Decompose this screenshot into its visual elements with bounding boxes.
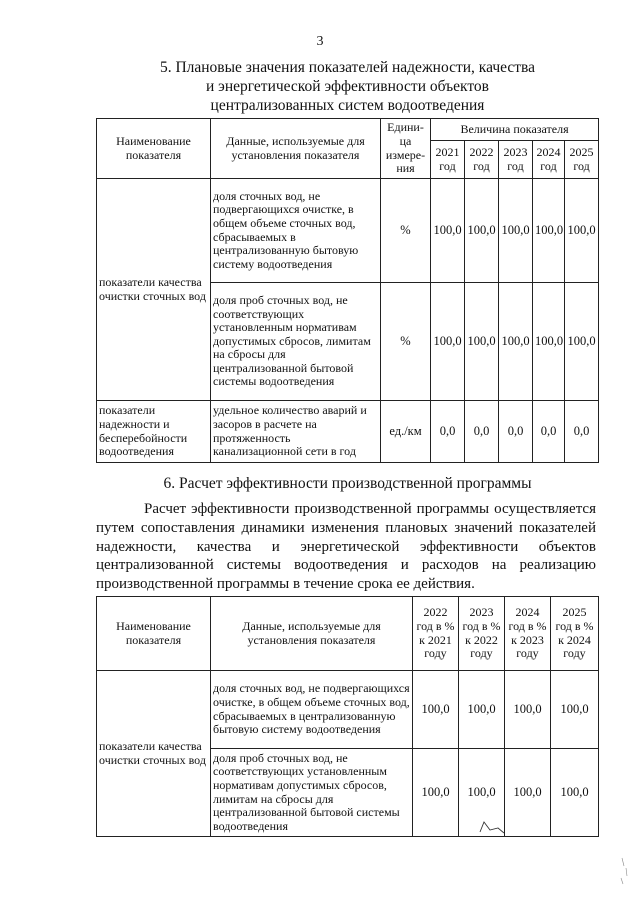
header-year: 2023 год в % к 2022 году <box>459 597 505 671</box>
value-cell: 100,0 <box>551 749 599 837</box>
indicator-data: доля сточных вод, не подвергающихся очистке, в общем объеме сточных вод, сбрасываемых в централизованную бытовую систему водоотведения <box>211 671 413 749</box>
value-cell: 100,0 <box>465 283 499 401</box>
indicators-table <box>96 118 599 463</box>
indicator-unit: % <box>381 179 431 283</box>
section-6-paragraph-text: Расчет эффективности производственной программы осуществляется путем сопоставления динамики изменения плановых значений показателей надежности, качества и энергетической эффективности объектов централизованной системы водоотведения и расходов на реализацию производственной программы в течение срока ее действия. <box>96 501 596 593</box>
header-name: Наименование показателя <box>97 597 211 671</box>
header-year: 2022 год в % к 2021 году <box>413 597 459 671</box>
value-cell: 100,0 <box>499 283 533 401</box>
indicator-group-name: показатели качества очистки сточных вод <box>97 671 211 837</box>
section-5-title-line: централизованных систем водоотведения <box>210 97 485 114</box>
header-year: 2023 год <box>499 141 533 179</box>
header-year: 2022 год <box>465 141 499 179</box>
section-6-title: 6. Расчет эффективности производственной программы <box>163 475 532 492</box>
indicator-data: удельное количество аварий и засоров в расчете на протяженность канализационной сети в год <box>211 401 381 463</box>
section-5-title-line: 5. Плановые значения показателей надежности, качества <box>159 59 536 76</box>
header-year: 2025 год <box>565 141 599 179</box>
section-6-paragraph <box>96 500 596 594</box>
value-cell: 0,0 <box>565 401 599 463</box>
indicator-data: доля сточных вод, не подвергающихся очистке, в общем объеме сточных вод, сбрасываемых в централизованную бытовую систему водоотведения <box>211 179 381 283</box>
header-year: 2025 год в % к 2024 году <box>551 597 599 671</box>
indicator-group-name: показатели качества очистки сточных вод <box>97 179 211 401</box>
value-cell: 0,0 <box>533 401 565 463</box>
value-cell: 0,0 <box>465 401 499 463</box>
value-cell: 100,0 <box>533 283 565 401</box>
efficiency-table <box>96 596 599 837</box>
section-5-title <box>95 58 600 115</box>
header-value-group: Величина показателя <box>431 119 599 141</box>
value-cell: 100,0 <box>459 749 505 837</box>
value-cell: 100,0 <box>565 283 599 401</box>
value-cell: 100,0 <box>413 749 459 837</box>
section-5-title-line: и энергетической эффективности объектов <box>206 78 489 95</box>
signature-mark <box>478 818 506 836</box>
value-cell: 100,0 <box>431 179 465 283</box>
indicator-unit: % <box>381 283 431 401</box>
header-unit: Едини-ца измере-ния <box>381 119 431 179</box>
page-number: 3 <box>316 34 324 49</box>
indicator-data: доля проб сточных вод, не соответствующих установленным нормативам допустимых сбросов, лимитам на сбросы для централизованной бытовой системы водоотведения <box>211 749 413 837</box>
table-row <box>97 179 599 283</box>
value-cell: 100,0 <box>505 749 551 837</box>
indicator-group-name: показатели надежности и бесперебойности водоотведения <box>97 401 211 463</box>
value-cell: 100,0 <box>459 671 505 749</box>
value-cell: 0,0 <box>499 401 533 463</box>
table-row <box>97 671 599 749</box>
header-year: 2024 год в % к 2023 году <box>505 597 551 671</box>
header-year: 2021 год <box>431 141 465 179</box>
table-row <box>97 401 599 463</box>
scan-edge-mark <box>612 856 630 886</box>
header-data: Данные, используемые для установления показателя <box>211 597 413 671</box>
value-cell: 100,0 <box>565 179 599 283</box>
value-cell: 100,0 <box>551 671 599 749</box>
indicator-unit: ед./км <box>381 401 431 463</box>
value-cell: 100,0 <box>413 671 459 749</box>
value-cell: 100,0 <box>499 179 533 283</box>
header-name: Наименование показателя <box>97 119 211 179</box>
value-cell: 100,0 <box>505 671 551 749</box>
value-cell: 100,0 <box>465 179 499 283</box>
value-cell: 100,0 <box>533 179 565 283</box>
header-data: Данные, используемые для установления показателя <box>211 119 381 179</box>
header-year: 2024 год <box>533 141 565 179</box>
value-cell: 100,0 <box>431 283 465 401</box>
value-cell: 0,0 <box>431 401 465 463</box>
indicator-data: доля проб сточных вод, не соответствующих установленным нормативам допустимых сбросов, лимитам на сбросы для централизованной бытовой системы водоотведения <box>211 283 381 401</box>
